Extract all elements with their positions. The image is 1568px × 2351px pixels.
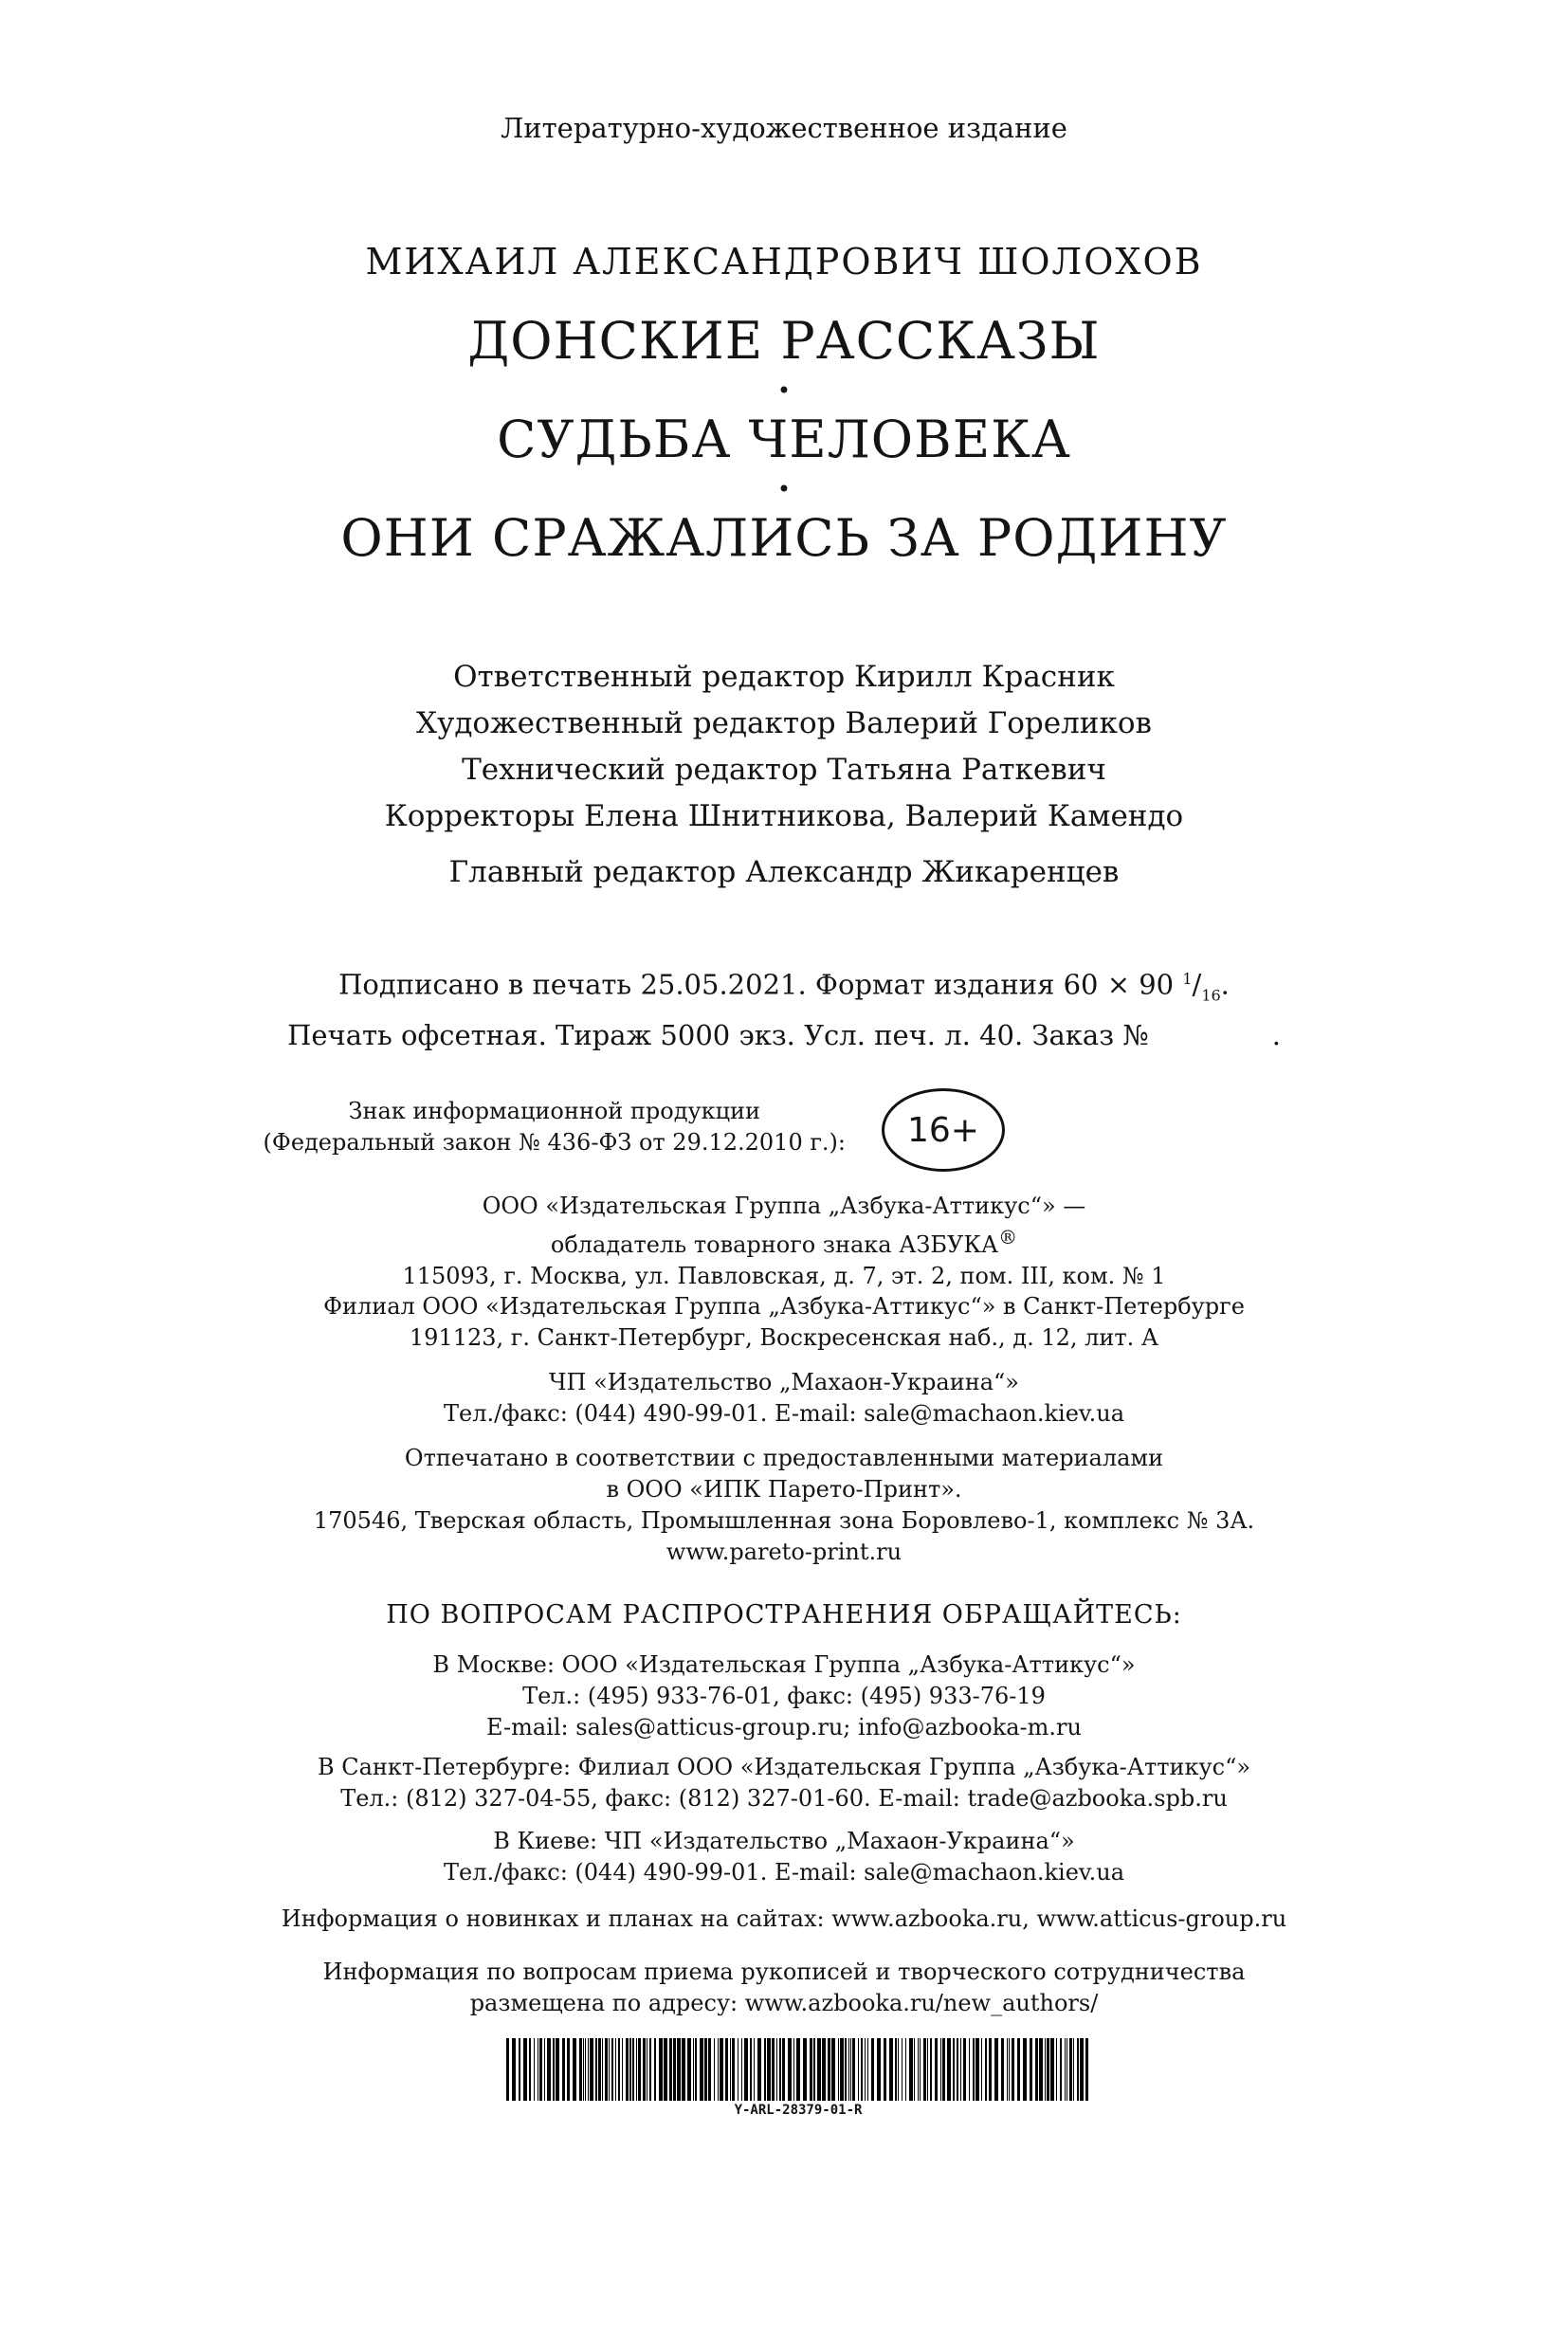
moscow-line: Тел.: (495) 933-76-01, факс: (495) 933-76-19 <box>522 1683 1046 1709</box>
barcode-bar <box>632 2038 634 2101</box>
barcode-bar <box>553 2038 555 2101</box>
barcode-bar <box>585 2038 586 2101</box>
barcode-bar <box>1045 2038 1046 2101</box>
barcode-bar <box>817 2038 821 2101</box>
barcode-bar <box>957 2038 958 2101</box>
print-info-line-2 <box>0 1015 1568 1055</box>
barcode-bar <box>590 2038 593 2101</box>
circulation-text: Печать офсетная. Тираж 5000 экз. Усл. печ. л. 40. Заказ № <box>287 1019 1149 1052</box>
fraction-denominator: 16 <box>1201 986 1221 1005</box>
moscow-contacts <box>0 1649 1568 1743</box>
book-title-2: СУДЬБА ЧЕЛОВЕКА <box>497 410 1071 469</box>
barcode-bar <box>595 2038 597 2101</box>
barcode-bar <box>636 2038 637 2101</box>
barcode-bar <box>840 2038 844 2101</box>
barcode-icon <box>504 2038 1092 2101</box>
barcode-bar <box>796 2038 800 2101</box>
barcode-bar <box>677 2038 681 2101</box>
barcode-bar <box>693 2038 694 2101</box>
barcode-bar <box>1077 2038 1079 2101</box>
book-title-3: ОНИ СРАЖАЛИСЬ ЗА РОДИНУ <box>340 508 1228 568</box>
barcode-bar <box>638 2038 641 2101</box>
barcode-bar <box>1047 2038 1049 2101</box>
barcode-bar <box>583 2038 584 2101</box>
moscow-line: В Москве: ООО «Издательская Группа „Азбука-Аттикус“» <box>432 1651 1136 1678</box>
branch-line: 191123, г. Санкт-Петербург, Воскресенская наб., д. 12, лит. А <box>409 1324 1159 1351</box>
barcode-bar <box>714 2038 715 2101</box>
moscow-line: E-mail: sales@atticus-group.ru; info@azbooka-m.ru <box>486 1714 1082 1740</box>
barcode-bar <box>927 2038 928 2101</box>
barcode-bar <box>905 2038 906 2101</box>
barcode-bar <box>865 2038 866 2101</box>
barcode-bar <box>1001 2038 1004 2101</box>
barcode-bar <box>562 2038 565 2101</box>
publisher-line: ООО «Издательская Группа „Азбука-Аттикус“» — <box>482 1193 1086 1219</box>
barcode-bar <box>793 2038 794 2101</box>
barcode-bar <box>909 2038 913 2101</box>
staff-line: Художественный редактор Валерий Гореликов <box>416 706 1152 740</box>
barcode-bar <box>850 2038 851 2101</box>
spb-line: Тел.: (812) 327-04-55, факс: (812) 327-01-60. E-mail: trade@azbooka.spb.ru <box>340 1785 1228 1812</box>
publisher-info <box>0 1191 1568 1292</box>
trademark-text: обладатель товарного знака АЗБУКА <box>550 1231 999 1258</box>
manuscripts-info <box>0 1957 1568 2019</box>
barcode-bar <box>534 2038 535 2101</box>
barcode-block <box>504 2038 1092 2118</box>
barcode-bar <box>519 2038 520 2101</box>
barcode-bar <box>858 2038 859 2101</box>
ukraine-line: ЧП «Издательство „Махаон-Украина“» <box>549 1369 1019 1395</box>
barcode-bar <box>810 2038 812 2101</box>
barcode-bar <box>573 2038 576 2101</box>
barcode-bar <box>1012 2038 1014 2101</box>
barcode-bar <box>605 2038 608 2101</box>
age-rating-badge: 16+ <box>882 1088 1005 1172</box>
ukraine-line: Тел./факс: (044) 490-99-01. E-mail: sale@machaon.kiev.ua <box>444 1400 1124 1427</box>
barcode-bar <box>529 2038 531 2101</box>
barcode-bar <box>953 2038 955 2101</box>
barcode-bar <box>845 2038 847 2101</box>
age-rating-label: Знак информационной продукции <box>348 1098 761 1124</box>
staff-line: Технический редактор Татьяна Раткевич <box>462 753 1106 787</box>
publisher-line <box>0 1222 1568 1261</box>
barcode-bar <box>920 2038 921 2101</box>
barcode-bar <box>643 2038 646 2101</box>
barcode-bar <box>523 2038 527 2101</box>
barcode-bar <box>764 2038 766 2101</box>
printer-line: Отпечатано в соответствии с предоставленными материалами <box>404 1445 1164 1471</box>
title-separator-2: • <box>776 476 792 502</box>
manuscripts-line: Информация по вопросам приема рукописей и творческого сотрудничества <box>322 1959 1246 1985</box>
barcode-bar <box>1039 2038 1043 2101</box>
barcode-bar <box>506 2038 509 2101</box>
barcode-bar <box>898 2038 899 2101</box>
barcode-bar <box>567 2038 570 2101</box>
barcode-bar <box>1080 2038 1084 2101</box>
barcode-bar <box>611 2038 613 2101</box>
print-info-line-1: Подписано в печать 25.05.2021. Формат издания 60 × 90 $^1/_{16}$. <box>338 968 1230 1005</box>
barcode-bar <box>940 2038 941 2101</box>
barcode-bar <box>695 2038 697 2101</box>
editorial-staff <box>0 654 1568 840</box>
barcode-bar <box>1073 2038 1074 2101</box>
staff-line: Ответственный редактор Кирилл Красник <box>453 660 1115 694</box>
barcode-bar <box>750 2038 752 2101</box>
barcode-bar <box>682 2038 685 2101</box>
barcode-bar <box>828 2038 830 2101</box>
barcode-bar <box>942 2038 945 2101</box>
barcode-bar <box>512 2038 516 2101</box>
barcode-bar <box>579 2038 582 2101</box>
barcode-bar <box>918 2038 919 2101</box>
publisher-line: 115093, г. Москва, ул. Павловская, д. 7, эт. 2, пом. III, ком. № 1 <box>402 1263 1166 1289</box>
barcode-bar <box>673 2038 676 2101</box>
barcode-bar <box>776 2038 777 2101</box>
barcode-bar <box>539 2038 542 2101</box>
branch-info <box>0 1291 1568 1354</box>
age-rating-text <box>264 1096 846 1158</box>
barcode-bar <box>544 2038 545 2101</box>
age-rating-block <box>263 1088 1005 1174</box>
barcode-bar <box>1050 2038 1054 2101</box>
fraction-numerator: 1 <box>1182 970 1193 988</box>
barcode-bar <box>1017 2038 1020 2101</box>
registered-mark-icon: ® <box>998 1226 1018 1248</box>
barcode-bar <box>700 2038 703 2101</box>
printer-line: www.pareto-print.ru <box>665 1539 903 1565</box>
barcode-bar <box>626 2038 629 2101</box>
barcode-bar <box>852 2038 855 2101</box>
barcode-bar <box>547 2038 551 2101</box>
barcode-bar <box>848 2038 849 2101</box>
barcode-bar <box>704 2038 707 2101</box>
ukraine-publisher <box>0 1367 1568 1430</box>
book-title-1: ДОНСКИЕ РАССКАЗЫ <box>467 311 1101 371</box>
barcode-bar <box>767 2038 771 2101</box>
branch-line: Филиал ООО «Издательская Группа „Азбука-Аттикус“» в Санкт-Петербурге <box>323 1293 1245 1320</box>
barcode-bar <box>782 2038 785 2101</box>
format-text: Подписано в печать 25.05.2021. Формат издания 60 × 90 <box>338 968 1175 1001</box>
order-end: . <box>1271 1019 1281 1052</box>
barcode-bar <box>602 2038 603 2101</box>
news-info: Информация о новинках и планах на сайтах: www.azbooka.ru, www.atticus-group.ru <box>281 1905 1287 1932</box>
barcode-bar <box>779 2038 781 2101</box>
author-name: МИХАИЛ АЛЕКСАНДРОВИЧ ШОЛОХОВ <box>365 241 1203 282</box>
edition-type: Литературно-художественное издание <box>501 112 1067 144</box>
barcode-bar <box>730 2038 731 2101</box>
barcode-bar <box>861 2038 863 2101</box>
barcode-bar <box>902 2038 903 2101</box>
barcode-bar <box>973 2038 975 2101</box>
printer-info <box>0 1443 1568 1568</box>
book-titles <box>0 309 1568 571</box>
barcode-bar <box>654 2038 656 2101</box>
barcode-bar <box>772 2038 775 2101</box>
barcode-bar <box>923 2038 926 2101</box>
barcode-bar <box>659 2038 663 2101</box>
barcode-bar <box>1009 2038 1010 2101</box>
barcode-bar <box>1056 2038 1057 2101</box>
kiev-line: В Киеве: ЧП «Издательство „Махаон-Украина“» <box>493 1828 1075 1854</box>
barcode-bar <box>831 2038 835 2101</box>
barcode-bar <box>1023 2038 1027 2101</box>
barcode-bar <box>871 2038 874 2101</box>
barcode-bar <box>867 2038 868 2101</box>
barcode-bar <box>1065 2038 1066 2101</box>
barcode-bar <box>889 2038 893 2101</box>
barcode-bar <box>708 2038 711 2101</box>
manuscripts-line: размещена по адресу: www.azbooka.ru/new_authors/ <box>469 1990 1099 2016</box>
age-rating-law: (Федеральный закон № 436-ФЗ от 29.12.2010 г.): <box>263 1129 846 1156</box>
barcode-bar <box>822 2038 826 2101</box>
barcode-bar <box>1085 2038 1088 2101</box>
barcode-bar <box>813 2038 815 2101</box>
barcode-bar <box>720 2038 723 2101</box>
barcode-bar <box>1030 2038 1032 2101</box>
barcode-bar <box>985 2038 987 2101</box>
barcode-bar <box>744 2038 748 2101</box>
barcode-bar <box>947 2038 951 2101</box>
barcode-bar <box>838 2038 839 2101</box>
printer-line: 170546, Тверская область, Промышленная зона Боровлево-1, комплекс № 3А. <box>313 1507 1255 1534</box>
barcode-bar <box>622 2038 623 2101</box>
barcode-bar <box>960 2038 961 2101</box>
barcode-bar <box>669 2038 672 2101</box>
barcode-bar <box>741 2038 742 2101</box>
chief-editor: Главный редактор Александр Жикаренцев <box>448 855 1120 889</box>
spb-contacts <box>0 1752 1568 1814</box>
barcode-bar <box>609 2038 610 2101</box>
staff-line: Корректоры Елена Шнитникова, Валерий Камендо <box>384 799 1184 833</box>
print-info <box>0 959 1568 1055</box>
barcode-bar <box>914 2038 915 2101</box>
barcode-bar <box>1007 2038 1008 2101</box>
barcode-bar <box>1035 2038 1038 2101</box>
printer-line: в ООО «ИПК Парето-Принт». <box>606 1476 962 1503</box>
barcode-bar <box>930 2038 932 2101</box>
spb-line: В Санкт-Петербурге: Филиал ООО «Издательская Группа „Азбука-Аттикус“» <box>317 1754 1251 1780</box>
distribution-heading: ПО ВОПРОСАМ РАСПРОСТРАНЕНИЯ ОБРАЩАЙТЕСЬ: <box>386 1600 1182 1630</box>
barcode-bar <box>649 2038 651 2101</box>
barcode-bar <box>687 2038 691 2101</box>
barcode-bar <box>664 2038 667 2101</box>
barcode-bar <box>754 2038 755 2101</box>
barcode-bar <box>618 2038 620 2101</box>
barcode-bar <box>975 2038 979 2101</box>
barcode-bar <box>969 2038 970 2101</box>
barcode-bar <box>803 2038 807 2101</box>
barcode-bar <box>598 2038 601 2101</box>
barcode-bar <box>877 2038 881 2101</box>
barcode-bar <box>884 2038 886 2101</box>
barcode-code: Y-ARL-28379-01-R <box>734 2103 863 2118</box>
barcode-bar <box>629 2038 631 2101</box>
barcode-bar <box>895 2038 897 2101</box>
barcode-bar <box>757 2038 761 2101</box>
barcode-bar <box>615 2038 616 2101</box>
barcode-bar <box>718 2038 719 2101</box>
barcode-bar <box>935 2038 938 2101</box>
barcode-bar <box>1060 2038 1062 2101</box>
barcode-bar <box>588 2038 589 2101</box>
barcode-bar <box>994 2038 998 2101</box>
barcode-bar <box>725 2038 728 2101</box>
barcode-bar <box>989 2038 992 2101</box>
kiev-contacts <box>0 1826 1568 1888</box>
barcode-bar <box>556 2038 559 2101</box>
kiev-line: Тел./факс: (044) 490-99-01. E-mail: sale@machaon.kiev.ua <box>444 1859 1124 1886</box>
barcode-bar <box>788 2038 792 2101</box>
barcode-bar <box>963 2038 966 2101</box>
barcode-bar <box>1069 2038 1072 2101</box>
barcode-bar <box>732 2038 735 2101</box>
barcode-bar <box>981 2038 982 2101</box>
title-separator-1: • <box>776 377 792 404</box>
